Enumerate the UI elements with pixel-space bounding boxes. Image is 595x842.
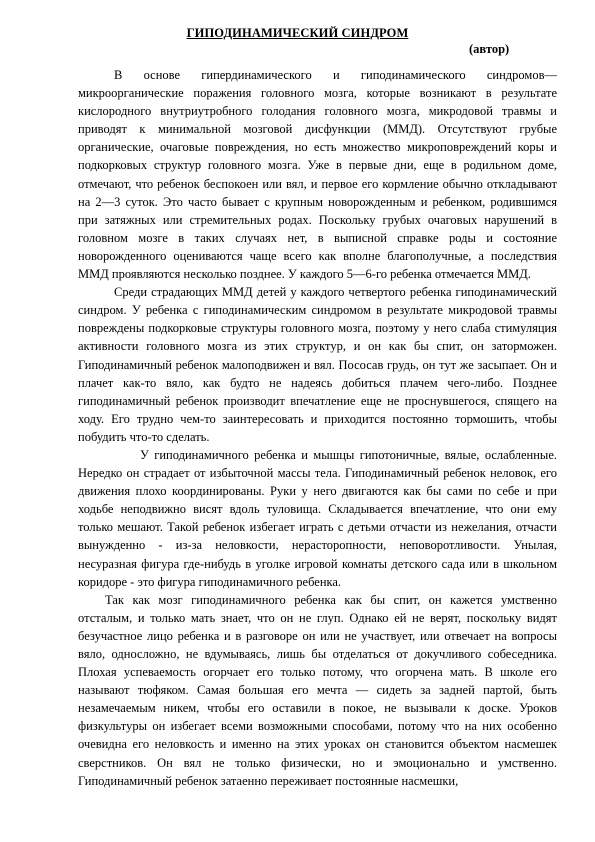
- author-label: (автор): [469, 42, 510, 56]
- paragraph-1: В основе гипердинамического и гиподинамического синдромов— микроорганические поражения головного мозга, которые возникают в результате кислородного внутриутробного голодания головного мозга, микродовой травмы и приводят к минимальной мозговой дисфункции (ММД). Отсутствуют грубые органические, очаговые повреждения, но есть множество микроповреждений коры и подкорковых структур головного мозга. Уже в первые дни, еще в родильном доме, отмечают, что ребенок беспокоен или вял, и первое его кормление обычно откладывают на 2—3 суток. Это часто бывает с крупным новорожденным и ребенком, родившимся при затяжных или стремительных родах. Поскольку грубых очаговых нарушений в головном мозге в таких случаях нет, в выписной справке роды и состояние новорожденного оцениваются чаще всего как вполне благополучные, а последствия ММД проявляются несколько позднее. У каждого 5—6-го ребенка отмечается ММД.: [78, 68, 557, 282]
- document-body: [78, 66, 557, 790]
- paragraph-2: Среди страдающих ММД детей у каждого четвертого ребенка гиподинамический синдром. У ребенка с гиподинамическим синдромом в результате микродовой травмы повреждены подкорковые структуры головного мозга, поэтому у него слаба стимуляция активности головного мозга из этих структур, и он как бы спит, он заторможен. Гиподинамичный ребенок малоподвижен и вял. Пососав грудь, он тут же засыпает. Он и плачет как-то вяло, как будто не надеясь добиться плачем чего-либо. Позднее гиподинамичный ребенок производит впечатление еще не проснувшегося, спящего на ходу. Его трудно чем-то заинтересовать и приходится постоянно тормошить, чтобы побудить что-то сделать.: [78, 285, 557, 444]
- paragraph-3: У гиподинамичного ребенка и мышцы гипотоничные, вялые, ослабленные. Нередко он страдает от избыточной массы тела. Гиподинамичный ребенок неловок, его движения плохо координированы. Руки у него двигаются как бы сами по себе и при ходьбе неподвижно висят вдоль туловища. Складывается впечатление, что они ему только мешают. Такой ребенок избегает играть с детьми отчасти из нежелания, отчасти вынужденно - из-за неловкости, нерасторопности, неповоротливости. Унылая, несуразная фигура где-нибудь в уголке игровой комнаты детского сада или в школьном коридоре - это фигура гиподинамичного ребенка.: [78, 447, 557, 589]
- paragraph-4: Так как мозг гиподинамичного ребенка как бы спит, он кажется умственно отсталым, и только мать знает, что он не глуп. Однако ей не верят, поскольку видят безучастное лицо ребенка и в разговоре он или не участвует, или отвечает на вопросы вяло, односложно, не вдумываясь, лишь бы отделаться от докучливого собеседника. Плохая успеваемость огорчает его только потому, что огорчена мать. В школе его называют тюфяком. Самая большая его мечта — сидеть за задней партой, быть незамечаемым никем, чтобы его оставили в покое, не вызывали к доске. Уроков физкультуры он избегает всеми возможными способами, потому что на них особенно очевидна его неловкость и именно на этих уроках он становится объектом насмешек сверстников. Он вял не только физически, но и эмоционально и умственно. Гиподинамичный ребенок затаенно переживает постоянные насмешки,: [78, 592, 557, 788]
- document-title: ГИПОДИНАМИЧЕСКИЙ СИНДРОМ: [186, 26, 409, 40]
